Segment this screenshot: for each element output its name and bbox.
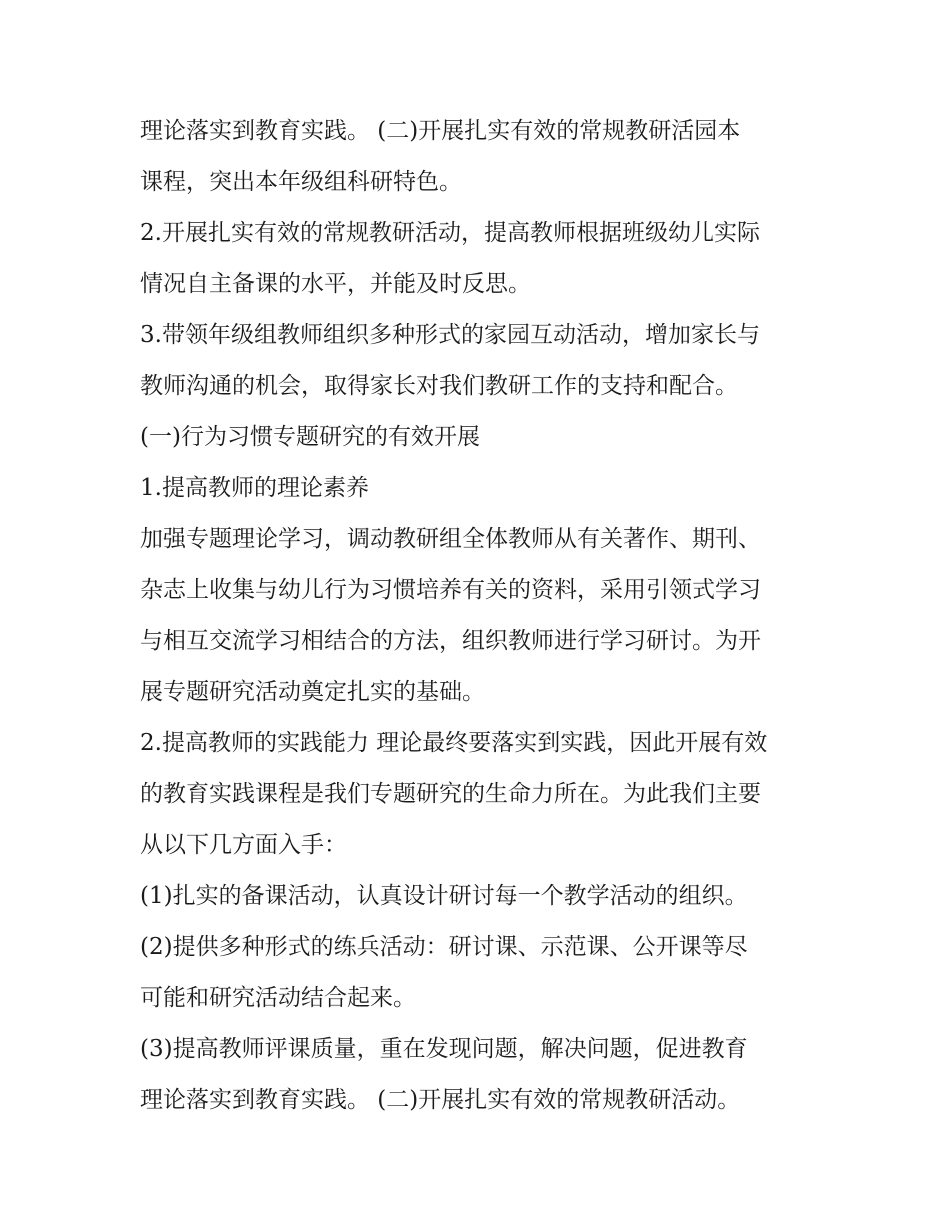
text-line: 与相互交流学习相结合的方法，组织教师进行学习研讨。为开 xyxy=(140,628,761,654)
text-line: 情况自主备课的水平，并能及时反思。 xyxy=(140,271,531,297)
subsection-heading: 1.提高教师的理论素养 xyxy=(140,475,369,501)
document-body xyxy=(140,106,820,1126)
list-item: (3)提高教师评课质量，重在发现问题，解决问题，促进教育 xyxy=(140,1036,748,1062)
text-line: 理论落实到教育实践。 (二)开展扎实有效的常规教研活动。 xyxy=(140,1087,741,1113)
list-item: (1)扎实的备课活动，认真设计研讨每一个教学活动的组织。 xyxy=(140,883,748,909)
text-line: 课程，突出本年级组科研特色。 xyxy=(140,169,462,195)
text-line: 加强专题理论学习，调动教研组全体教师从有关著作、期刊、 xyxy=(140,526,761,552)
text-line: 理论落实到教育实践。 (二)开展扎实有效的常规教研活园本 xyxy=(140,118,741,144)
text-line: 3.带领年级组教师组织多种形式的家园互动活动，增加家长与 xyxy=(140,322,760,348)
text-line: 从以下几方面入手： xyxy=(140,832,347,858)
text-line: 2.开展扎实有效的常规教研活动，提高教师根据班级幼儿实际 xyxy=(140,220,760,246)
section-heading: (一)行为习惯专题研究的有效开展 xyxy=(140,424,480,450)
text-line: 2.提高教师的实践能力 理论最终要落实到实践，因此开展有效 xyxy=(140,730,768,756)
text-line: 展专题研究活动奠定扎实的基础。 xyxy=(140,679,485,705)
text-line: 可能和研究活动结合起来。 xyxy=(140,985,416,1011)
text-line: 的教育实践课程是我们专题研究的生命力所在。为此我们主要 xyxy=(140,781,761,807)
text-line: 教师沟通的机会，取得家长对我们教研工作的支持和配合。 xyxy=(140,373,738,399)
text-line: 杂志上收集与幼儿行为习惯培养有关的资料，采用引领式学习 xyxy=(140,577,761,603)
list-item: (2)提供多种形式的练兵活动：研讨课、示范课、公开课等尽 xyxy=(140,934,748,960)
